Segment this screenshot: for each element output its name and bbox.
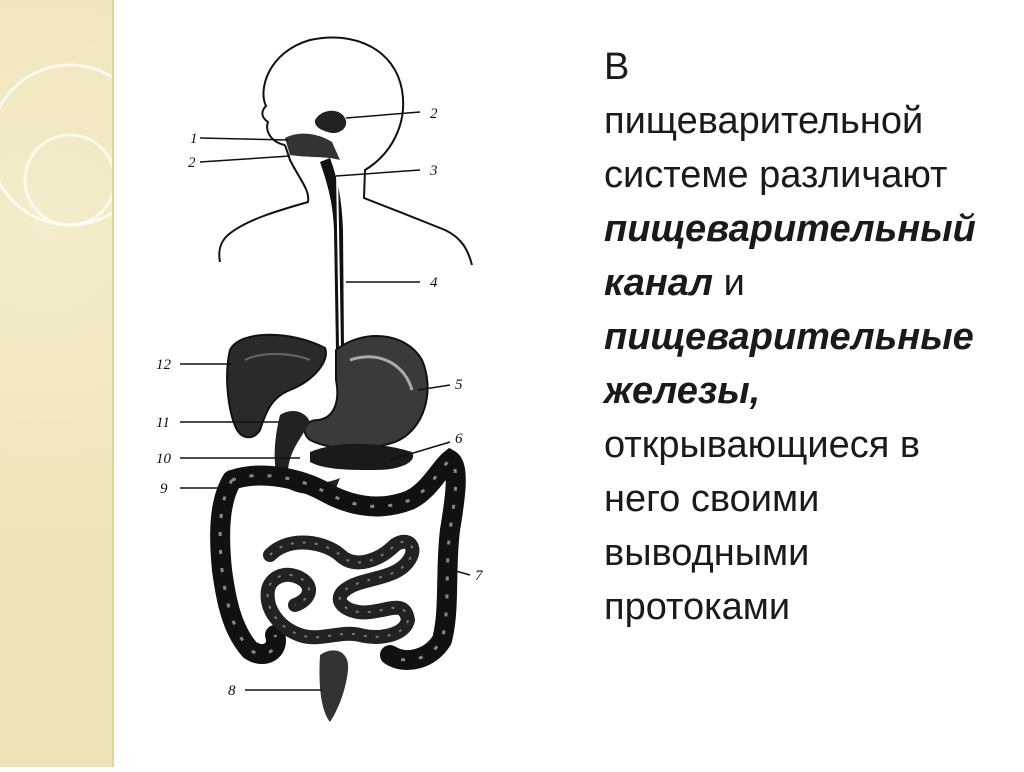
label-6: 6 — [455, 431, 463, 447]
pancreas — [310, 444, 413, 470]
decorative-circles — [0, 0, 112, 767]
text-line-7-emphasis: железы — [604, 370, 750, 412]
label-3: 3 — [430, 163, 438, 179]
label-4: 4 — [430, 275, 438, 291]
text-line-5-rest: и — [713, 262, 745, 304]
oral-cavity — [285, 134, 340, 160]
text-line-5-emphasis: канал — [604, 262, 714, 304]
label-10: 10 — [156, 451, 171, 467]
decorative-side-band — [0, 0, 114, 767]
digestive-system-diagram — [150, 30, 510, 740]
text-line-1: В — [604, 46, 630, 88]
body-outline — [219, 37, 472, 265]
label-8: 8 — [228, 683, 236, 699]
small-intestine — [268, 542, 413, 637]
rectum — [319, 650, 348, 722]
text-line-3: системе различают — [604, 154, 948, 196]
text-line-6: пищеварительные — [604, 316, 974, 358]
label-5: 5 — [455, 377, 463, 393]
label-7: 7 — [475, 568, 483, 584]
text-line-4: пищеварительный — [604, 208, 976, 250]
label-9: 9 — [160, 481, 168, 497]
label-11: 11 — [156, 415, 170, 431]
label-12: 12 — [156, 357, 171, 373]
text-line-8: открывающиеся в — [604, 424, 921, 466]
label-2-left: 2 — [188, 155, 196, 171]
salivary-gland — [315, 111, 346, 133]
text-line-7 — [604, 364, 1004, 418]
text-line-11: протоками — [604, 586, 791, 628]
text-line-7-comma: , — [749, 370, 761, 412]
text-line-10: выводными — [604, 532, 810, 574]
text-line-2: пищеварительной — [604, 100, 924, 142]
text-line-9: него своими — [604, 478, 820, 520]
label-2-right: 2 — [430, 106, 438, 122]
label-1: 1 — [190, 131, 198, 147]
slide-text — [604, 40, 1004, 634]
text-line-5 — [604, 256, 1004, 310]
